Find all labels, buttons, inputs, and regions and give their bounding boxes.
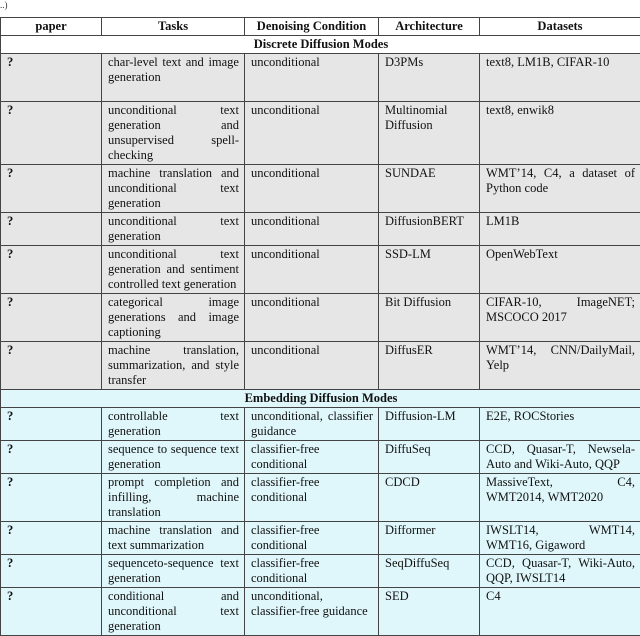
- condition-cell: unconditional: [245, 54, 379, 102]
- table-row: [1, 54, 640, 102]
- datasets-cell: C4: [480, 588, 640, 636]
- architecture-cell: SED: [379, 588, 480, 636]
- header-tasks: Tasks: [102, 18, 245, 36]
- tasks-cell: unconditional text generation: [102, 213, 245, 246]
- architecture-cell: Diffusion-LM: [379, 408, 480, 441]
- paper-cell: ?: [1, 102, 102, 165]
- condition-cell: classifier-free conditional: [245, 555, 379, 588]
- condition-cell: unconditional: [245, 213, 379, 246]
- header-denoising-condition: Denoising Condition: [245, 18, 379, 36]
- condition-cell: unconditional: [245, 294, 379, 342]
- datasets-cell: text8, LM1B, CIFAR-10: [480, 54, 640, 102]
- condition-cell: classifier-free conditional: [245, 441, 379, 474]
- architecture-cell: Bit Diffusion: [379, 294, 480, 342]
- table-body: [1, 36, 640, 636]
- section-header-row: [1, 390, 640, 408]
- architecture-cell: Difformer: [379, 522, 480, 555]
- tasks-cell: categorical image generations and image captioning: [102, 294, 245, 342]
- datasets-cell: WMT’14, C4, a dataset of Python code: [480, 165, 640, 213]
- datasets-cell: text8, enwik8: [480, 102, 640, 165]
- condition-cell: unconditional: [245, 102, 379, 165]
- table-row: [1, 588, 640, 636]
- paper-cell: ?: [1, 165, 102, 213]
- diffusion-models-table: [0, 17, 640, 636]
- datasets-cell: LM1B: [480, 213, 640, 246]
- condition-cell: classifier-free conditional: [245, 522, 379, 555]
- paper-cell: ?: [1, 408, 102, 441]
- architecture-cell: D3PMs: [379, 54, 480, 102]
- table-row: [1, 441, 640, 474]
- tasks-cell: controllable text generation: [102, 408, 245, 441]
- architecture-cell: SeqDiffuSeq: [379, 555, 480, 588]
- paper-cell: ?: [1, 342, 102, 390]
- header-row: [1, 18, 640, 36]
- table-row: [1, 102, 640, 165]
- table-row: [1, 294, 640, 342]
- tasks-cell: prompt completion and infilling, machine translation: [102, 474, 245, 522]
- paper-cell: ?: [1, 294, 102, 342]
- architecture-cell: SUNDAE: [379, 165, 480, 213]
- architecture-cell: DiffusER: [379, 342, 480, 390]
- datasets-cell: WMT’14, CNN/DailyMail, Yelp: [480, 342, 640, 390]
- datasets-cell: CCD, Quasar-T, Wiki-Auto, QQP, IWSLT14: [480, 555, 640, 588]
- condition-cell: unconditional, classifier-free guidance: [245, 588, 379, 636]
- datasets-cell: CIFAR-10, ImageNET; MSCOCO 2017: [480, 294, 640, 342]
- tasks-cell: machine translation and unconditional text generation: [102, 165, 245, 213]
- architecture-cell: DiffuSeq: [379, 441, 480, 474]
- paper-cell: ?: [1, 54, 102, 102]
- condition-cell: unconditional, classifier guidance: [245, 408, 379, 441]
- table-row: [1, 522, 640, 555]
- paper-cell: ?: [1, 588, 102, 636]
- paper-cell: ?: [1, 522, 102, 555]
- header-datasets: Datasets: [480, 18, 640, 36]
- paper-cell: ?: [1, 441, 102, 474]
- condition-cell: unconditional: [245, 165, 379, 213]
- datasets-cell: E2E, ROCStories: [480, 408, 640, 441]
- tasks-cell: sequence to sequence text generation: [102, 441, 245, 474]
- section-title: Embedding Diffusion Modes: [1, 390, 640, 408]
- table-row: [1, 555, 640, 588]
- tasks-cell: unconditional text generation and sentiment controlled text generation: [102, 246, 245, 294]
- datasets-cell: CCD, Quasar-T, Newsela-Auto and Wiki-Auto, QQP: [480, 441, 640, 474]
- table-row: [1, 474, 640, 522]
- tasks-cell: machine translation, summarization, and style transfer: [102, 342, 245, 390]
- table-row: [1, 408, 640, 441]
- condition-cell: classifier-free conditional: [245, 474, 379, 522]
- architecture-cell: Multinomial Diffusion: [379, 102, 480, 165]
- table-row: [1, 213, 640, 246]
- condition-cell: unconditional: [245, 246, 379, 294]
- section-header-row: [1, 36, 640, 54]
- table-row: [1, 165, 640, 213]
- tasks-cell: char-level text and image generation: [102, 54, 245, 102]
- tasks-cell: conditional and unconditional text generation: [102, 588, 245, 636]
- datasets-cell: OpenWebText: [480, 246, 640, 294]
- header-architecture: Architecture: [379, 18, 480, 36]
- architecture-cell: CDCD: [379, 474, 480, 522]
- tasks-cell: sequenceto-sequence text generation: [102, 555, 245, 588]
- section-title: Discrete Diffusion Modes: [1, 36, 640, 54]
- paper-cell: ?: [1, 213, 102, 246]
- architecture-cell: SSD-LM: [379, 246, 480, 294]
- paper-cell: ?: [1, 555, 102, 588]
- tasks-cell: unconditional text generation and unsupervised spell-checking: [102, 102, 245, 165]
- table-row: [1, 246, 640, 294]
- tasks-cell: machine translation and text summarization: [102, 522, 245, 555]
- datasets-cell: MassiveText, C4, WMT2014, WMT2020: [480, 474, 640, 522]
- paper-cell: ?: [1, 474, 102, 522]
- header-paper: paper: [1, 18, 102, 36]
- datasets-cell: IWSLT14, WMT14, WMT16, Gigaword: [480, 522, 640, 555]
- paper-cell: ?: [1, 246, 102, 294]
- condition-cell: unconditional: [245, 342, 379, 390]
- table-row: [1, 342, 640, 390]
- page-corner-mark: ..): [0, 0, 8, 10]
- architecture-cell: DiffusionBERT: [379, 213, 480, 246]
